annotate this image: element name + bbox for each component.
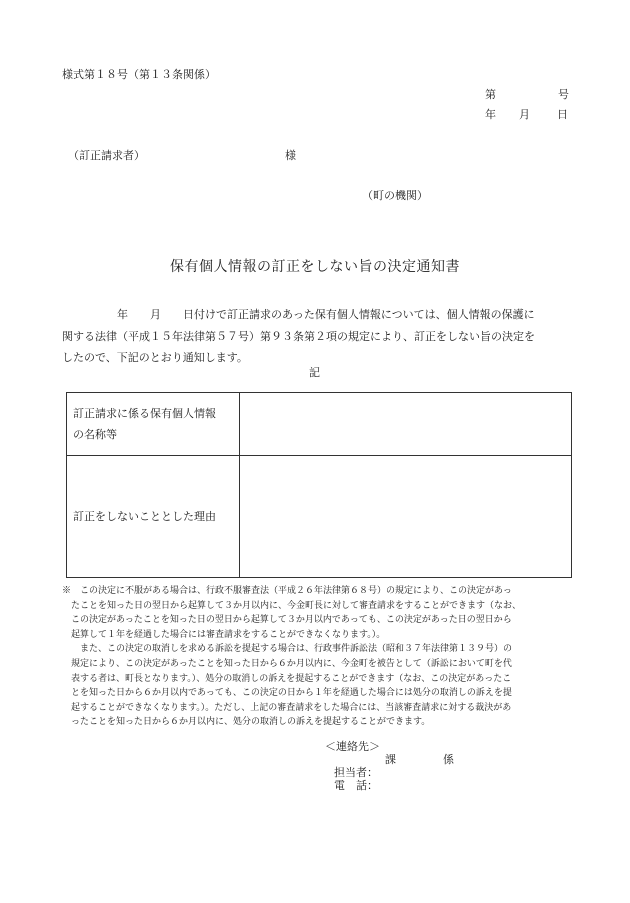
note-line: 起することができなくなります。）。ただし、上記の審査請求をした場合には、当該審査請求に対する裁決があ — [62, 702, 512, 713]
row-value-reason — [240, 456, 572, 578]
contact-person-label: 担当者： — [334, 766, 378, 779]
document-title: 保有個人情報の訂正をしない旨の決定通知書 — [170, 259, 460, 275]
row-label-name — [67, 393, 240, 456]
row-label-line: の名称等 — [73, 428, 117, 441]
body-line: 年 月 日付けで訂正請求のあった保有個人情報については、個人情報の保護に — [62, 308, 535, 321]
body-line: 関する法律（平成１５年法律第５７号）第９３条第２項の規定により、訂正をしない旨の決定を — [62, 329, 535, 343]
note-line: この決定があったことを知った日の翌日から起算して３か月以内であっても、この決定があった日の翌日から — [62, 615, 512, 626]
form-number: 様式第１８号（第１３条関係） — [62, 68, 216, 81]
requester-label: （訂正請求者） — [68, 149, 145, 162]
date-month-label: 月 — [519, 108, 530, 121]
body-line: したので、下記のとおり通知します。 — [62, 351, 248, 364]
honorific: 様 — [285, 149, 296, 162]
appeal-notes — [62, 584, 574, 730]
details-table — [66, 392, 572, 578]
note-line: 起算して１年を経過した場合には審査請求をすることができなくなります。）。 — [62, 629, 386, 640]
table-row — [67, 393, 572, 456]
row-label-line: 訂正をしないこととした理由 — [73, 510, 216, 523]
row-label-line: 訂正請求に係る保有個人情報 — [73, 407, 216, 420]
ki-marker: 記 — [309, 366, 320, 379]
date-year-label: 年 — [485, 108, 496, 121]
number-prefix: 第 — [485, 88, 496, 101]
note-line: ったことを知った日から６か月以内に、処分の取消しの訴えを提起することができます。 — [62, 717, 431, 728]
body-paragraph — [62, 304, 572, 369]
number-suffix: 号 — [558, 88, 569, 101]
note-line: また、この決定の取消しを求める訴訟を提起する場合は、行政事件訴訟法（昭和３７年法律第１３９号）の — [62, 644, 513, 655]
row-label-reason — [67, 456, 240, 578]
town-organ-label: （町の機関） — [362, 189, 428, 202]
note-line: 表する者は、町長となります。）、処分の取消しの訴えを提起することができます（なお、この決定があったこ — [62, 673, 512, 684]
note-line: 規定により、この決定があったことを知った日から６か月以内に、今金町を被告として（訴訟において町を代 — [62, 658, 512, 669]
contact-section-label: 課 — [385, 753, 396, 766]
note-line: ※ この決定に不服がある場合は、行政不服審査法（平成２６年法律第６８号）の規定により、この決定があっ — [62, 586, 512, 596]
contact-unit-label: 係 — [443, 753, 454, 766]
note-line: たことを知った日の翌日から起算して３か月以内に、今金町長に対して審査請求をすることができます（なお、 — [62, 600, 522, 611]
contact-phone-label: 電 話： — [334, 779, 378, 792]
contact-heading: ＜連絡先＞ — [325, 740, 380, 753]
note-line: とを知った日から６か月以内であっても、この決定の日から１年を経過した場合には処分の取消しの訴えを提 — [62, 688, 512, 699]
date-day-label: 日 — [557, 108, 568, 121]
table-row — [67, 456, 572, 578]
row-value-name — [240, 393, 572, 456]
